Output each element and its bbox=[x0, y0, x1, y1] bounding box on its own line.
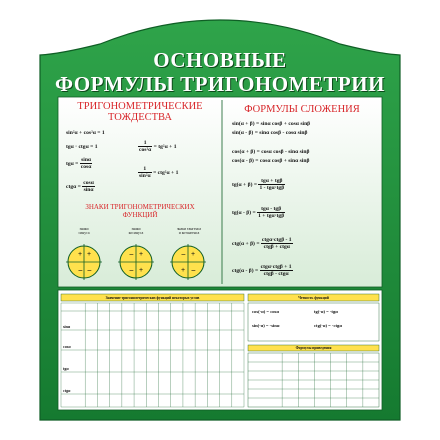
row-label-sin: sinα bbox=[63, 324, 71, 329]
svg-text:+: + bbox=[78, 251, 83, 258]
identity-ctg-def: ctgα = $\frac{\cos\alpha}{\sin\alpha}$ bbox=[66, 180, 94, 193]
formula-sin-diff: sin(α - β) = sinα cosβ - cosα sinβ bbox=[232, 130, 308, 136]
identities-header-line1: ТРИГОНОМЕТРИЧЕСКИЕ bbox=[77, 101, 203, 112]
svg-text:−: − bbox=[129, 250, 134, 259]
signs-header bbox=[60, 203, 220, 219]
svg-text:+: + bbox=[181, 267, 186, 274]
parity-cos: cos(-α) = cosα bbox=[252, 309, 279, 314]
svg-text:−: − bbox=[87, 266, 92, 275]
parity-tg: tg(-α) = -tgα bbox=[314, 309, 338, 314]
caption-tangent-signs: знаки тангенса и котангенса bbox=[176, 227, 202, 236]
parity-ctg: ctg(-α) = -ctgα bbox=[314, 323, 342, 328]
svg-text:−: − bbox=[129, 266, 134, 275]
identity-tg-def: tgα = $\frac{\sin\alpha}{\cos\alpha}$ bbox=[66, 157, 92, 170]
identity-cosec: $\frac{1}{\text{sin²α}}$ = ctg²α + 1 bbox=[139, 166, 179, 179]
identity-tg-ctg: tgα · ctgα = 1 bbox=[66, 144, 98, 150]
formula-tg-diff: tg(α - β) = $\frac{\text{tgα - tgβ}}{\text{1 + tgα·tgβ}}$ bbox=[232, 206, 285, 219]
svg-text:−: − bbox=[191, 266, 196, 275]
row-label-tg: tgα bbox=[63, 366, 69, 371]
formula-cos-sum: cos(α + β) = cosα cosβ - sinα sinβ bbox=[232, 149, 310, 155]
values-table-title: Значение тригонометрических функций некоторых углов bbox=[105, 296, 200, 300]
poster-title-line1: ОСНОВНЫЕ bbox=[153, 48, 287, 72]
identity-sin-cos: sin²α + cos²α = 1 bbox=[66, 130, 105, 136]
reduction-title: Формулы приведения bbox=[295, 346, 332, 350]
formula-ctg-diff: ctg(α - β) = $\frac{\text{ctgα·ctgβ + 1}}{\text{ctgβ - ctgα}}$ bbox=[232, 264, 292, 277]
formula-tg-sum: tg(α + β) = $\frac{\text{tgα + tgβ}}{\text{1 - tgα·tgβ}}$ bbox=[232, 178, 285, 191]
row-label-cos: cosα bbox=[63, 344, 71, 349]
poster-title-line2: ФОРМУЛЫ ТРИГОНОМЕТРИИ bbox=[55, 72, 385, 96]
identity-sec: $\frac{1}{\text{cos²α}}$ = tg²α + 1 bbox=[139, 140, 177, 153]
svg-text:+: + bbox=[87, 251, 92, 258]
formula-sin-sum: sin(α + β) = sinα cosβ + cosα sinβ bbox=[232, 121, 311, 127]
svg-text:−: − bbox=[181, 250, 186, 259]
signs-header-line1: ЗНАКИ ТРИГОНОМЕТРИЧЕСКИХ bbox=[85, 203, 195, 211]
svg-text:−: − bbox=[78, 266, 83, 275]
addition-header: ФОРМУЛЫ СЛОЖЕНИЯ bbox=[244, 104, 360, 115]
svg-text:+: + bbox=[139, 267, 144, 274]
formula-ctg-sum: ctg(α + β) = $\frac{\text{ctgα·ctgβ - 1}}{\text{ctgβ + ctgα}}$ bbox=[232, 237, 292, 250]
svg-text:+: + bbox=[139, 251, 144, 258]
row-label-ctg: ctgα bbox=[63, 388, 71, 393]
formula-cos-diff: cos(α - β) = cosα cosβ + sinα sinβ bbox=[232, 158, 310, 164]
parity-sin: sin(-α) = -sinα bbox=[252, 323, 280, 328]
svg-text:+: + bbox=[191, 251, 196, 258]
caption-sine-signs: знаки синуса bbox=[78, 227, 90, 236]
parity-title: Четность функций bbox=[298, 296, 329, 300]
identities-header bbox=[60, 101, 220, 123]
caption-cosine-signs: знаки косинуса bbox=[128, 227, 144, 236]
signs-header-line2: ФУНКЦИЙ bbox=[122, 211, 158, 219]
identities-header-line2: ТОЖДЕСТВА bbox=[108, 112, 172, 123]
